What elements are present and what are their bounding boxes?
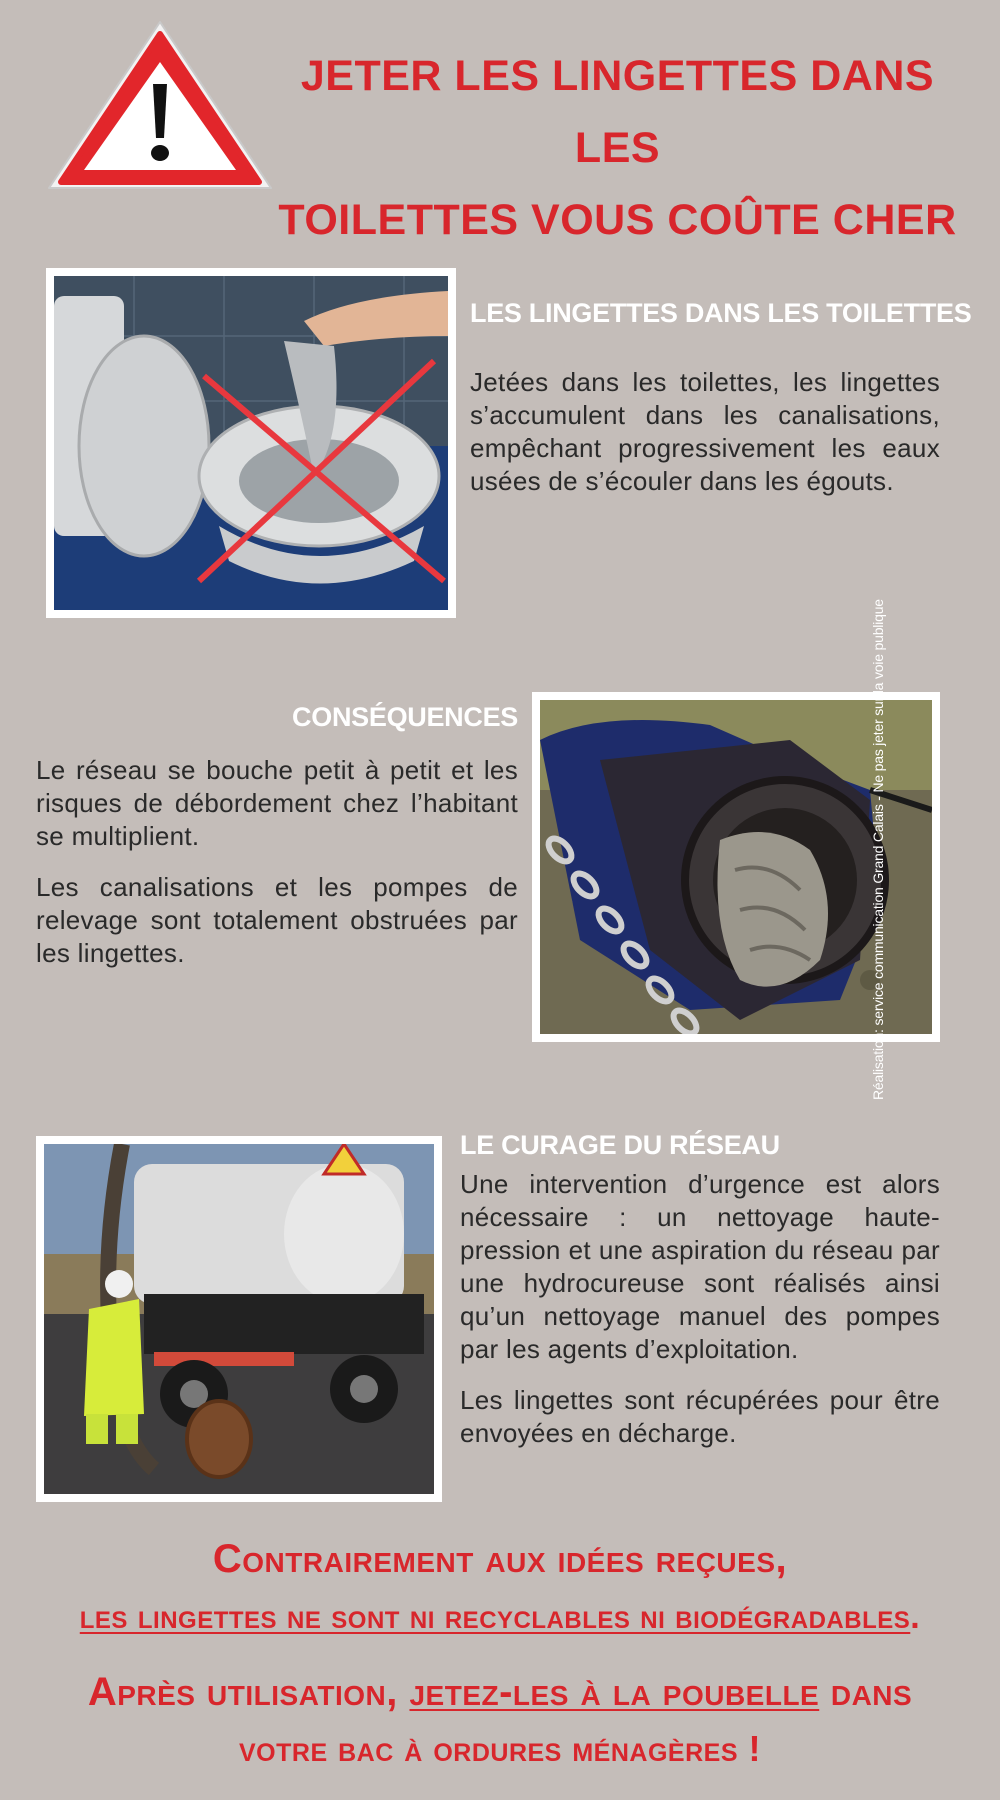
section-consequences-paragraph1: Le réseau se bouche petit à petit et les risques de débordement chez l’habitant se multiplient. (36, 755, 518, 851)
footer-line2 (0, 1598, 1000, 1637)
footer-line3-underlined: jetez-les à la poubelle (409, 1670, 820, 1714)
main-title-line2: TOILETTES VOUS COÛTE CHER (278, 196, 957, 244)
section-toilets-body (470, 366, 940, 516)
section-consequences-body (36, 754, 518, 988)
footer-line1: Contrairement aux idées reçues, (212, 1537, 788, 1581)
section-consequences-paragraph2: Les canalisations et les pompes de relevage sont totalement obstruées par les lingettes. (36, 872, 518, 968)
section-cleaning-heading: LE CURAGE DU RÉSEAU (460, 1130, 780, 1160)
section-consequences-header (36, 702, 518, 733)
section-toilets-heading: LES LINGETTES DANS LES TOILETTES (470, 298, 972, 328)
section-cleaning-header (460, 1130, 960, 1161)
footer-line4-text: votre bac à ordures ménagères (239, 1728, 738, 1769)
footer-line2-underlined: les lingettes ne sont ni recyclables ni biodégradables (79, 1598, 911, 1636)
section-cleaning-paragraph2: Les lingettes sont récupérées pour être envoyées en décharge. (460, 1385, 940, 1448)
footer-line4-end: ! (738, 1728, 761, 1769)
toilet-photo (46, 268, 456, 618)
footer-line4 (0, 1728, 1000, 1770)
credit-vertical-text: Réalisation: service communication Grand Calais - Ne pas jeter sur la voie publique (870, 599, 886, 1100)
section-cleaning-paragraph1: Une intervention d’urgence est alors nécessaire : un nettoyage haute-pression et une aspiration du réseau par une hydrocureuse sont réalisés ainsi qu’un nettoyage manuel des pompes par les agents d’exploitation. (460, 1169, 940, 1364)
footer-line3-end: dans (819, 1670, 913, 1714)
section-toilets-paragraph: Jetées dans les toilettes, les lingettes s’accumulent dans les canalisations, empêchant progressivement les eaux usées de s’écouler dans les égouts. (470, 367, 940, 496)
main-title-line1: JETER LES LINGETTES DANS LES (300, 52, 935, 172)
hydrocureuse-truck-photo (36, 1136, 442, 1502)
section-consequences-heading: CONSÉQUENCES (292, 702, 518, 732)
section-toilets (470, 298, 990, 329)
main-title (270, 40, 965, 256)
footer-line2-end: . (910, 1598, 921, 1636)
footer-line3-start: Après utilisation, (87, 1670, 410, 1714)
section-cleaning-body (460, 1168, 940, 1468)
warning-triangle-icon (45, 18, 275, 193)
footer-line3 (0, 1670, 1000, 1715)
